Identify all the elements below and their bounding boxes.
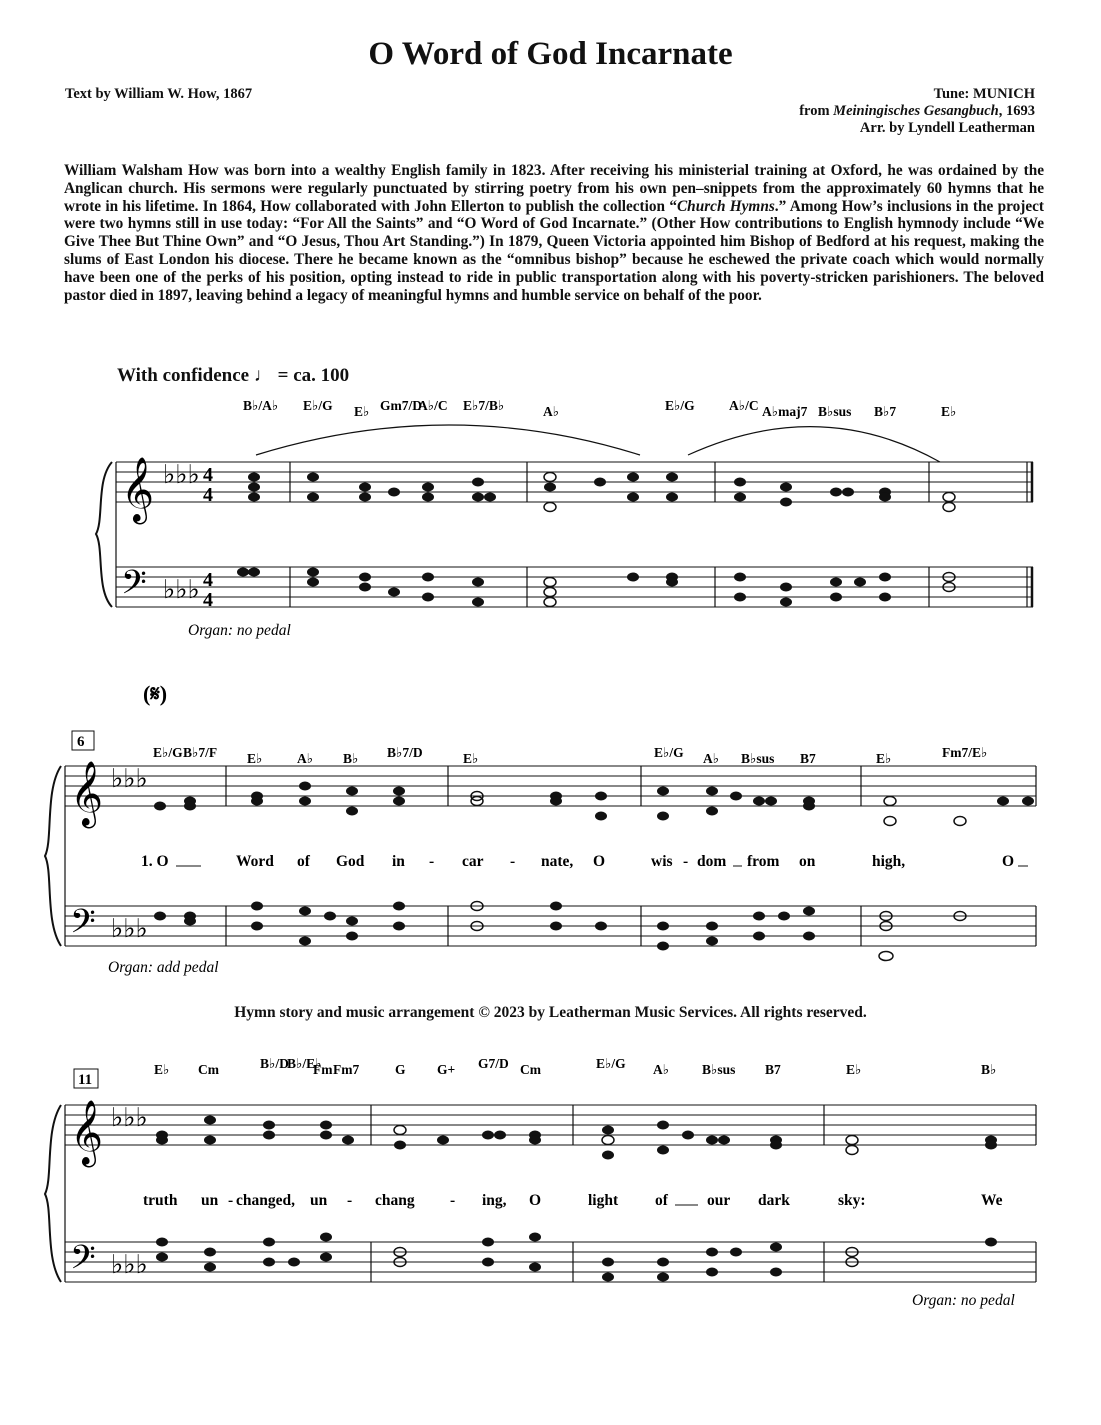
chord-symbol: B♭/D bbox=[260, 1056, 289, 1071]
measure-number: 6 bbox=[77, 734, 85, 750]
chord-symbol: A♭/C bbox=[418, 398, 448, 413]
lyric-syllable: in bbox=[392, 853, 405, 870]
lyric-syllable: dom bbox=[697, 853, 727, 870]
half-notes bbox=[471, 792, 966, 826]
chord-symbol: A♭ bbox=[297, 751, 314, 766]
bass-clef-icon: 𝄢 bbox=[121, 564, 147, 609]
lyric-syllable: nate, bbox=[541, 853, 574, 870]
system-1 bbox=[96, 398, 1033, 639]
chord-symbol: B♭sus bbox=[741, 751, 775, 766]
key-signature-flats: ♭♭♭ bbox=[111, 1103, 148, 1132]
chord-symbol: A♭/C bbox=[729, 398, 759, 413]
lyric-syllable: - bbox=[228, 1192, 234, 1209]
lyric-syllable: from bbox=[747, 853, 780, 870]
lyric-syllable: truth bbox=[143, 1192, 178, 1209]
segno-icon: (𝄋) bbox=[143, 681, 168, 706]
lyric-syllable: changed, bbox=[236, 1192, 295, 1209]
chord-symbol: G+ bbox=[437, 1062, 456, 1077]
chord-row bbox=[154, 1056, 996, 1077]
lyric-syllable: O bbox=[1002, 853, 1015, 870]
lyric-syllable: of bbox=[297, 853, 310, 870]
lyric-syllable: - bbox=[429, 853, 435, 870]
lyric-syllable: sky: bbox=[838, 1192, 866, 1209]
lyric-syllable: un bbox=[310, 1192, 328, 1209]
treble-notes bbox=[248, 473, 891, 507]
lyric-syllable: O bbox=[529, 1192, 542, 1209]
lyric-syllable: - bbox=[347, 1192, 353, 1209]
key-signature-flats: ♭♭♭ bbox=[163, 460, 200, 489]
bass-clef-icon: 𝄢 bbox=[70, 1239, 96, 1284]
lyric-syllable: our bbox=[707, 1192, 731, 1209]
chord-symbol: Fm bbox=[313, 1062, 333, 1077]
chord-symbol: B7 bbox=[800, 751, 816, 766]
treble-notes bbox=[154, 782, 1034, 821]
page-title: O Word of God Incarnate bbox=[368, 36, 733, 72]
key-signature-flats: ♭♭♭ bbox=[111, 1250, 148, 1279]
system-2 bbox=[45, 681, 1036, 976]
bass-half-notes bbox=[471, 902, 966, 961]
chord-symbol: B♭ bbox=[981, 1062, 997, 1077]
chord-symbol: E♭ bbox=[354, 404, 370, 419]
treble-clef-icon: 𝄞 bbox=[121, 459, 155, 521]
chord-symbol: E♭ bbox=[941, 404, 957, 419]
chord-symbol: B♭7/D bbox=[387, 745, 423, 760]
lyric-syllable: - bbox=[683, 853, 689, 870]
time-signature-bottom: 4 bbox=[203, 589, 213, 611]
chord-row bbox=[243, 398, 956, 419]
chord-symbol: A♭ bbox=[543, 404, 560, 419]
chord-symbol: E♭ bbox=[247, 751, 263, 766]
lyric-syllable: ing, bbox=[482, 1192, 507, 1209]
lyric-syllable: 1. O bbox=[141, 853, 169, 870]
lyric-syllable: chang bbox=[375, 1192, 415, 1209]
time-signature-bottom: 4 bbox=[203, 484, 213, 506]
chord-symbol: E♭ bbox=[463, 751, 479, 766]
key-signature-flats: ♭♭♭ bbox=[163, 575, 200, 604]
lyric-syllable: Word bbox=[236, 853, 274, 870]
chord-symbol: E♭/G bbox=[153, 745, 183, 760]
lyric-syllable: O bbox=[593, 853, 606, 870]
treble-notes bbox=[156, 1116, 997, 1160]
bass-clef-icon: 𝄢 bbox=[70, 903, 96, 948]
chord-symbol: B♭sus bbox=[818, 404, 852, 419]
chord-symbol: E♭/G bbox=[596, 1056, 626, 1071]
chord-symbol: A♭maj7 bbox=[762, 404, 808, 419]
chord-symbol: E♭/G bbox=[654, 745, 684, 760]
tune-name: Tune: MUNICH bbox=[933, 86, 1035, 102]
lyric-syllable: of bbox=[655, 1192, 668, 1209]
brace bbox=[45, 766, 61, 946]
lyric-syllable: car bbox=[462, 853, 484, 870]
text-credit: Text by William W. How, 1867 bbox=[65, 86, 253, 102]
chord-symbol: G bbox=[395, 1062, 406, 1077]
lyric-syllable: - bbox=[450, 1192, 456, 1209]
time-signature-top: 4 bbox=[203, 569, 213, 591]
chord-symbol: B♭sus bbox=[702, 1062, 736, 1077]
chord-symbol: B♭/A♭ bbox=[243, 398, 279, 413]
quarter-note-icon: ♩ bbox=[253, 365, 273, 386]
lyric-syllable: God bbox=[336, 853, 365, 870]
organ-instruction: Organ: no pedal bbox=[912, 1292, 1015, 1309]
chord-symbol: E♭ bbox=[876, 751, 892, 766]
chord-symbol: B♭/E♭ bbox=[287, 1056, 322, 1071]
key-signature-flats: ♭♭♭ bbox=[111, 764, 148, 793]
tempo-marking: With confidence ♩ = ca. 100 bbox=[117, 365, 350, 386]
copyright-notice: Hymn story and music arrangement © 2023 by Leatherman Music Services. All rights reserved. bbox=[234, 1004, 867, 1021]
chord-symbol: E♭ bbox=[154, 1062, 170, 1077]
hymn-story: William Walsham How was born into a wealthy English family in 1823. After receiving his ministerial training at Oxford, he was ordained by the Anglican church. His sermons were regularly punctuated by stirring poetry from his own pen–snippets from the approximately 60 hymns that he wrote in his lifetime. In 1864, How collaborated with John Ellerton to publish the collection “Church Hymns.” Among How’s inclusions in the project were two hymns still in use today: “For All the Saints” and “O Word of God Incarnate.” (Other How contributions to English hymnody include “We Give Thee But Thine Own” and “O Jesus, Thou Art Standing.”) In 1879, Queen Victoria appointed him Bishop of Bedford at his request, making the slums of East London his diocese. There he became known as the “omnibus bishop” because he eschewed the private coach which would normally have been one of the perks of his position, opting instead to ride in public transportation along with his poverty-stricken parishioners. The beloved pastor died in 1897, leaving behind a legacy of meaningful hymns and humble service on behalf of the poor. bbox=[64, 162, 1044, 304]
chord-symbol: B♭7 bbox=[874, 404, 897, 419]
phrase-slur bbox=[256, 425, 640, 455]
measure-number: 11 bbox=[78, 1072, 93, 1088]
treble-clef-icon: 𝄞 bbox=[70, 1102, 104, 1164]
time-signature-top: 4 bbox=[203, 464, 213, 486]
organ-instruction: Organ: no pedal bbox=[188, 622, 291, 639]
chord-symbol: Gm7/D bbox=[380, 398, 422, 413]
chord-symbol: E♭7/B♭ bbox=[463, 398, 505, 413]
lyric-syllable: un bbox=[201, 1192, 219, 1209]
bass-notes bbox=[156, 1233, 997, 1282]
tune-source: from Meiningisches Gesangbuch, 1693 bbox=[799, 103, 1035, 119]
lyric-syllable: - bbox=[510, 853, 516, 870]
brace bbox=[96, 462, 112, 607]
half-notes bbox=[394, 1126, 858, 1155]
brace bbox=[45, 1105, 61, 1282]
lyric-syllable: on bbox=[799, 853, 816, 870]
chord-symbol: A♭ bbox=[653, 1062, 670, 1077]
phrase-slur bbox=[688, 427, 940, 462]
bass-half-notes bbox=[544, 573, 955, 607]
chord-symbol: Fm7 bbox=[333, 1062, 360, 1077]
lyric-syllable: light bbox=[588, 1192, 619, 1209]
lyric-syllable: dark bbox=[758, 1192, 790, 1209]
lyrics-row bbox=[143, 1192, 1003, 1209]
chord-symbol: Cm bbox=[198, 1062, 219, 1077]
treble-clef-icon: 𝄞 bbox=[70, 763, 104, 825]
bass-half-notes bbox=[394, 1248, 858, 1267]
arranger: Arr. by Lyndell Leatherman bbox=[859, 120, 1035, 136]
lyrics-row bbox=[141, 853, 1014, 870]
chord-symbol: E♭ bbox=[846, 1062, 862, 1077]
organ-instruction: Organ: add pedal bbox=[108, 959, 219, 976]
chord-symbol: Cm bbox=[520, 1062, 541, 1077]
lyric-syllable: We bbox=[981, 1192, 1003, 1209]
key-signature-flats: ♭♭♭ bbox=[111, 914, 148, 943]
chord-symbol: E♭/G bbox=[665, 398, 695, 413]
system-3 bbox=[45, 1056, 1036, 1309]
chord-row bbox=[153, 745, 987, 766]
chord-symbol: A♭ bbox=[703, 751, 720, 766]
chord-symbol: E♭/G bbox=[303, 398, 333, 413]
chord-symbol: B7 bbox=[765, 1062, 781, 1077]
chord-symbol: B♭7/F bbox=[183, 745, 218, 760]
lyric-syllable: high, bbox=[872, 853, 906, 870]
chord-symbol: B♭ bbox=[343, 751, 359, 766]
chord-symbol: Fm7/E♭ bbox=[942, 745, 988, 760]
lyric-syllable: wis bbox=[651, 853, 673, 870]
chord-symbol: G7/D bbox=[478, 1056, 509, 1071]
